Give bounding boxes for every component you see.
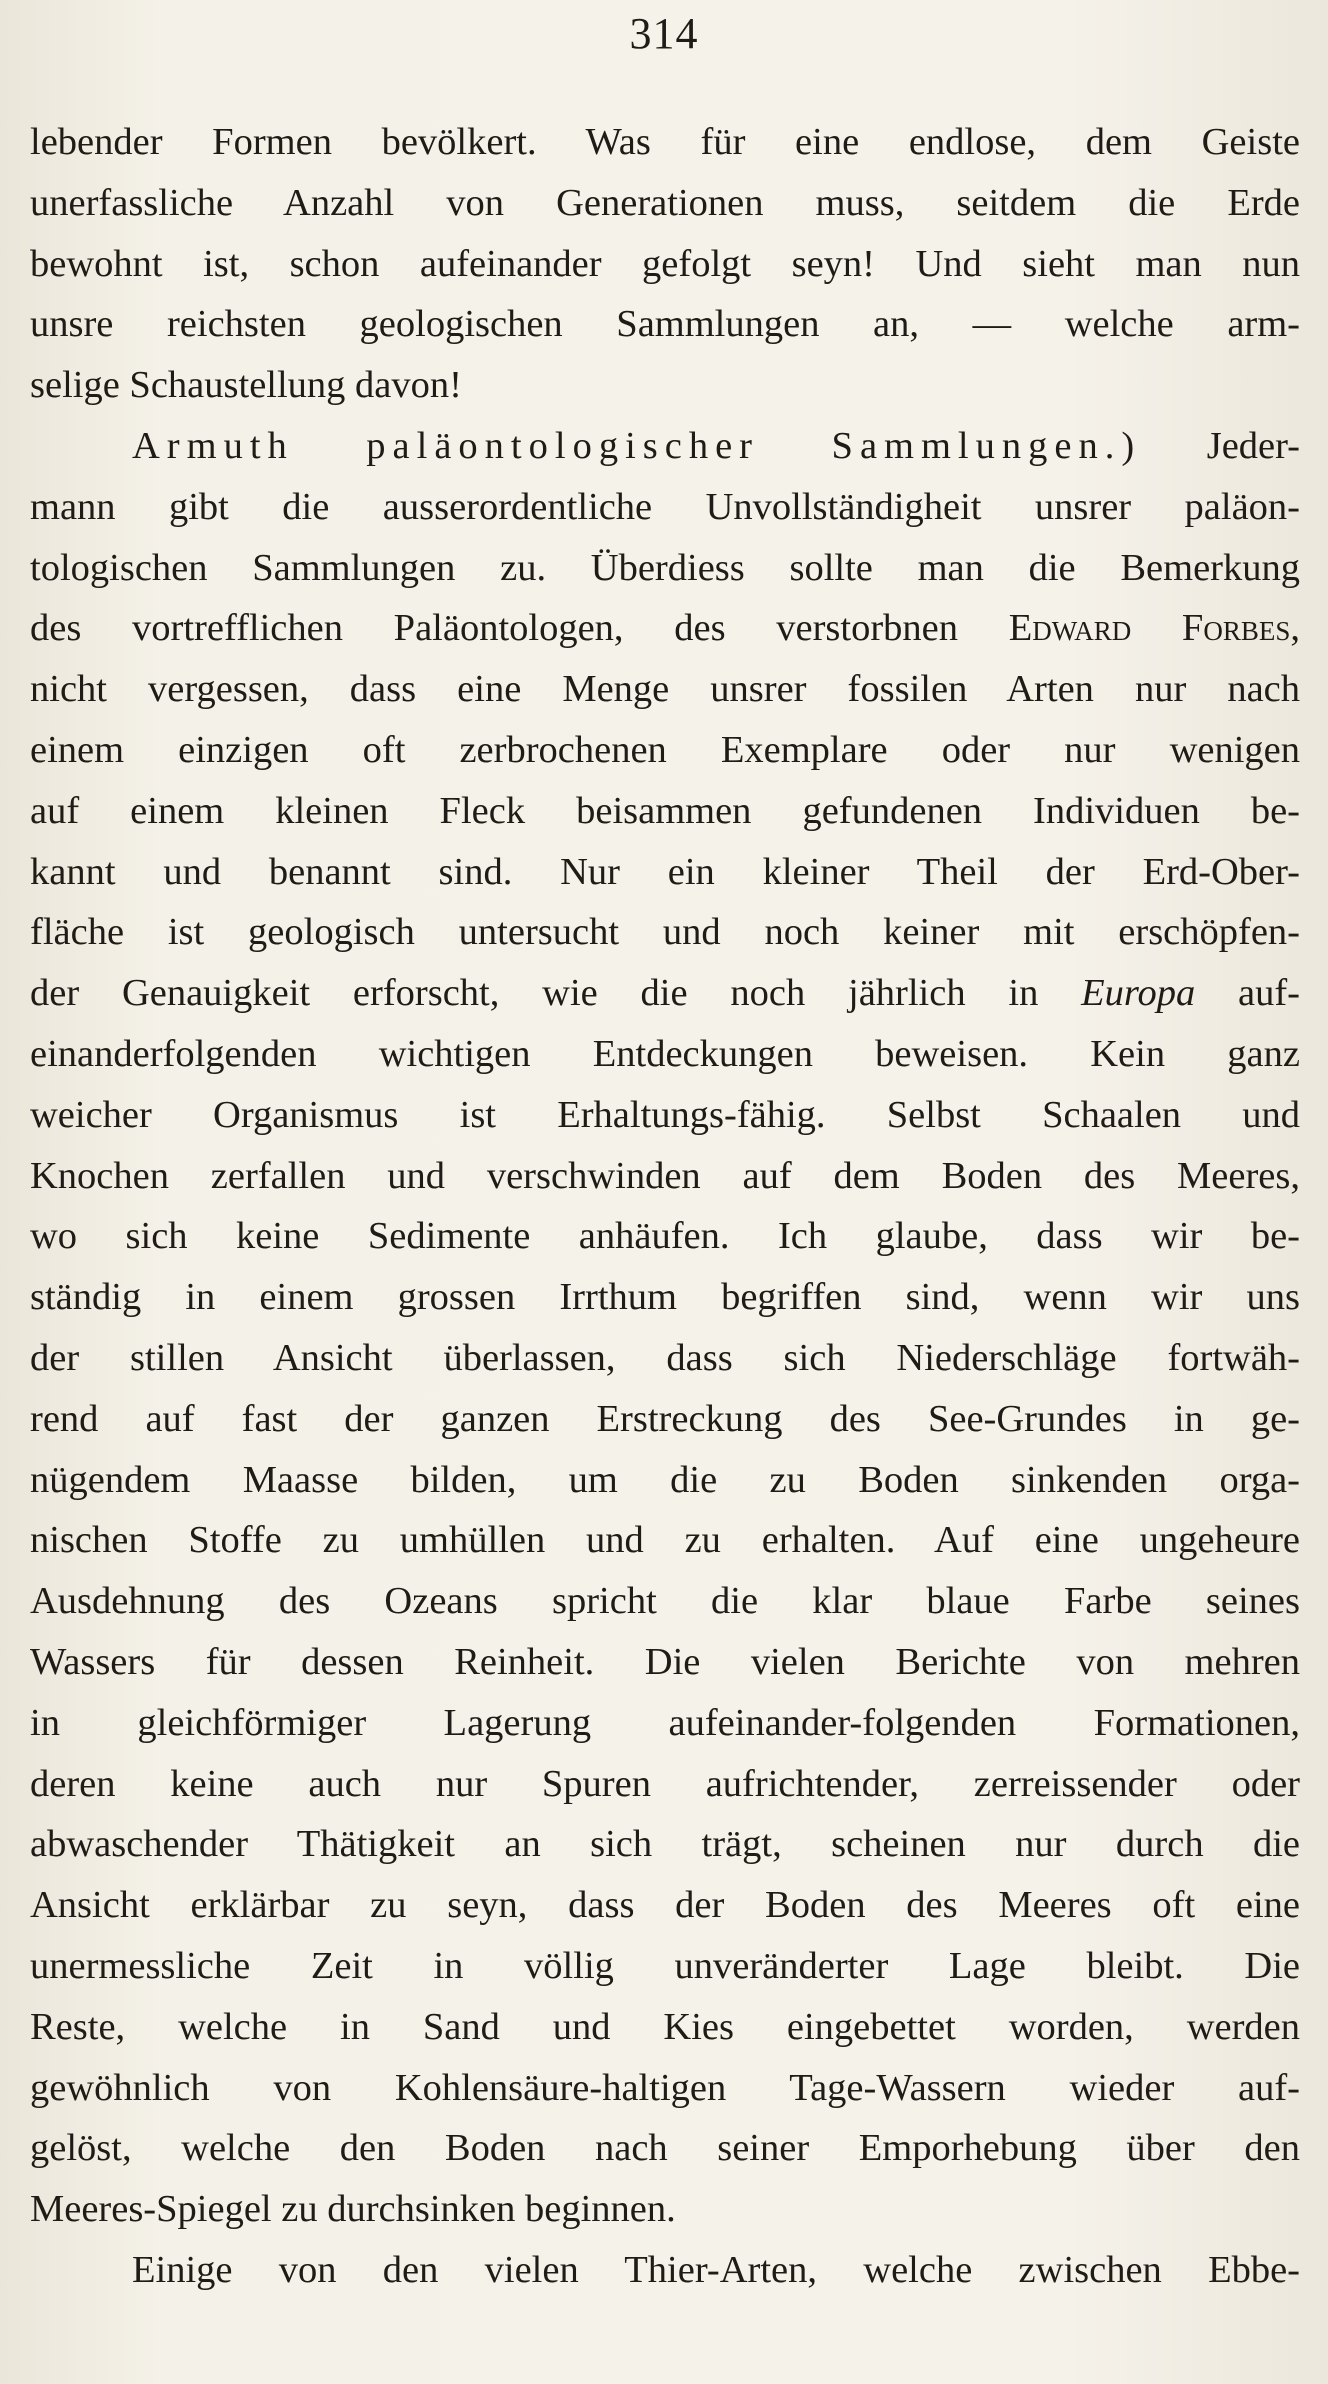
- text-line: Einige von den vielen Thier-Arten, welche zwischen Ebbe-: [132, 2248, 1300, 2291]
- text-span: auf-: [1238, 972, 1300, 1015]
- page-number: 314: [629, 9, 699, 58]
- text-line: Ansicht erklärbar zu seyn, dass der Boden des Meeres oft eine: [30, 1884, 1300, 1927]
- text-line: in gleichförmiger Lagerung aufeinander-folgenden Formationen,: [30, 1701, 1300, 1744]
- text-span: Jeder-: [1206, 424, 1300, 467]
- text-line: auf einem kleinen Fleck beisammen gefundenen Individuen be-: [30, 789, 1300, 832]
- text-line: Reste, welche in Sand und Kies eingebettet worden, werden: [30, 2005, 1300, 2048]
- text-line: gelöst, welche den Boden nach seiner Emporhebung über den: [30, 2127, 1300, 2170]
- text-line: abwaschender Thätigkeit an sich trägt, scheinen nur durch die: [30, 1823, 1300, 1866]
- text-line: rend auf fast der ganzen Erstreckung des See-Grundes in ge-: [30, 1397, 1300, 1440]
- text-line: einanderfolgenden wichtigen Entdeckungen beweisen. Kein ganz: [30, 1032, 1300, 1075]
- text-line: einem einzigen oft zerbrochenen Exemplare oder nur wenigen: [30, 728, 1300, 771]
- text-line: der stillen Ansicht überlassen, dass sich Niederschläge fortwäh-: [30, 1336, 1300, 1379]
- text-line: Wassers für dessen Reinheit. Die vielen Berichte von mehren: [30, 1640, 1300, 1683]
- text-line: weicher Organismus ist Erhaltungs-fähig. Selbst Schaalen und: [30, 1093, 1300, 1136]
- text-line: fläche ist geologisch untersucht und noch keiner mit erschöpfen-: [30, 911, 1300, 954]
- text-line: nügendem Maasse bilden, um die zu Boden sinkenden orga-: [30, 1458, 1300, 1501]
- text-line: mann gibt die ausserordentliche Unvollständigheit unsrer paläon-: [30, 485, 1300, 528]
- text-line: selige Schaustellung davon!: [30, 364, 462, 407]
- text-line: nischen Stoffe zu umhüllen und zu erhalten. Auf eine ungeheure: [30, 1519, 1300, 1562]
- text-line: [30, 963, 1300, 1024]
- text-line: [30, 416, 1300, 477]
- text-line: unermessliche Zeit in völlig unveränderter Lage bleibt. Die: [30, 1944, 1300, 1987]
- text-span: des vortrefflichen Paläontologen, des verstorbnen: [30, 607, 959, 650]
- text-line: lebender Formen bevölkert. Was für eine endlose, dem Geiste: [30, 121, 1300, 163]
- text-line: Meeres-Spiegel zu durchsinken beginnen.: [30, 2188, 676, 2231]
- author-name: Edward Forbes,: [1008, 607, 1300, 650]
- text-line: [30, 598, 1300, 659]
- text-line: deren keine auch nur Spuren aufrichtender, zerreissender oder: [30, 1762, 1300, 1805]
- body-text: [30, 112, 1300, 2301]
- text-line: ständig in einem grossen Irrthum begriffen sind, wenn wir uns: [30, 1276, 1300, 1319]
- text-line: Knochen zerfallen und verschwinden auf dem Boden des Meeres,: [30, 1154, 1300, 1197]
- text-line: wo sich keine Sedimente anhäufen. Ich glaube, dass wir be-: [30, 1215, 1300, 1258]
- place-name: Europa: [1081, 972, 1196, 1015]
- text-line: gewöhnlich von Kohlensäure-haltigen Tage-Wassern wieder auf-: [30, 2066, 1300, 2109]
- text-span: der Genauigkeit erforscht, wie die noch jährlich in: [30, 972, 1039, 1015]
- text-line: tologischen Sammlungen zu. Überdiess sollte man die Bemerkung: [30, 546, 1300, 589]
- text-line: bewohnt ist, schon aufeinander gefolgt seyn! Und sieht man nun: [30, 242, 1300, 285]
- text-line: kannt und benannt sind. Nur ein kleiner Theil der Erd-Ober-: [30, 850, 1300, 893]
- section-heading: Armuth paläontologischer Sammlungen.): [132, 424, 1142, 467]
- text-line: unerfassliche Anzahl von Generationen muss, seitdem die Erde: [30, 181, 1300, 224]
- text-line: nicht vergessen, dass eine Menge unsrer fossilen Arten nur nach: [30, 668, 1300, 711]
- text-line: unsre reichsten geologischen Sammlungen an, — welche arm-: [30, 303, 1300, 346]
- text-line: Ausdehnung des Ozeans spricht die klar blaue Farbe seines: [30, 1580, 1300, 1623]
